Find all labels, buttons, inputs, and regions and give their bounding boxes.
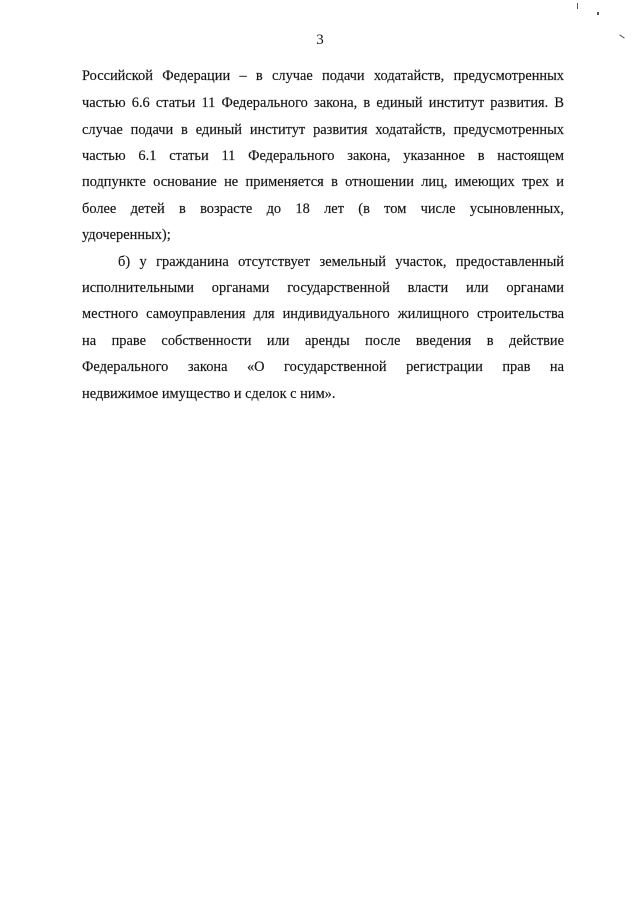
scan-artifact-mark — [577, 3, 578, 9]
text-line: частью 6.1 статьи 11 Федерального закона, указанное в настоящем — [82, 148, 564, 164]
text-line: случае подачи в единый институт развития ходатайств, предусмотренных — [82, 122, 564, 138]
text-line: на праве собственности или аренды после введения в действие — [82, 333, 564, 349]
text-line: недвижимое имущество и сделок с ним». — [82, 386, 336, 402]
text-line: местного самоуправления для индивидуального жилищного строительства — [82, 306, 564, 322]
text-line: частью 6.6 статьи 11 Федерального закона, в единый институт развития. В — [82, 95, 564, 111]
text-line: исполнительными органами государственной власти или органами — [82, 280, 564, 296]
text-line: подпункте основание не применяется в отношении лиц, имеющих трех и — [82, 174, 564, 190]
text-line: Федерального закона «О государственной регистрации прав на — [82, 359, 564, 375]
page-number: 3 — [316, 32, 324, 48]
text-line: б) у гражданина отсутствует земельный участок, предоставленный — [118, 254, 564, 270]
scan-artifact-mark — [597, 12, 599, 15]
text-line: удочеренных); — [82, 227, 171, 243]
text-line: Российской Федерации – в случае подачи ходатайств, предусмотренных — [82, 68, 564, 84]
text-line: более детей в возрасте до 18 лет (в том числе усыновленных, — [82, 201, 564, 217]
